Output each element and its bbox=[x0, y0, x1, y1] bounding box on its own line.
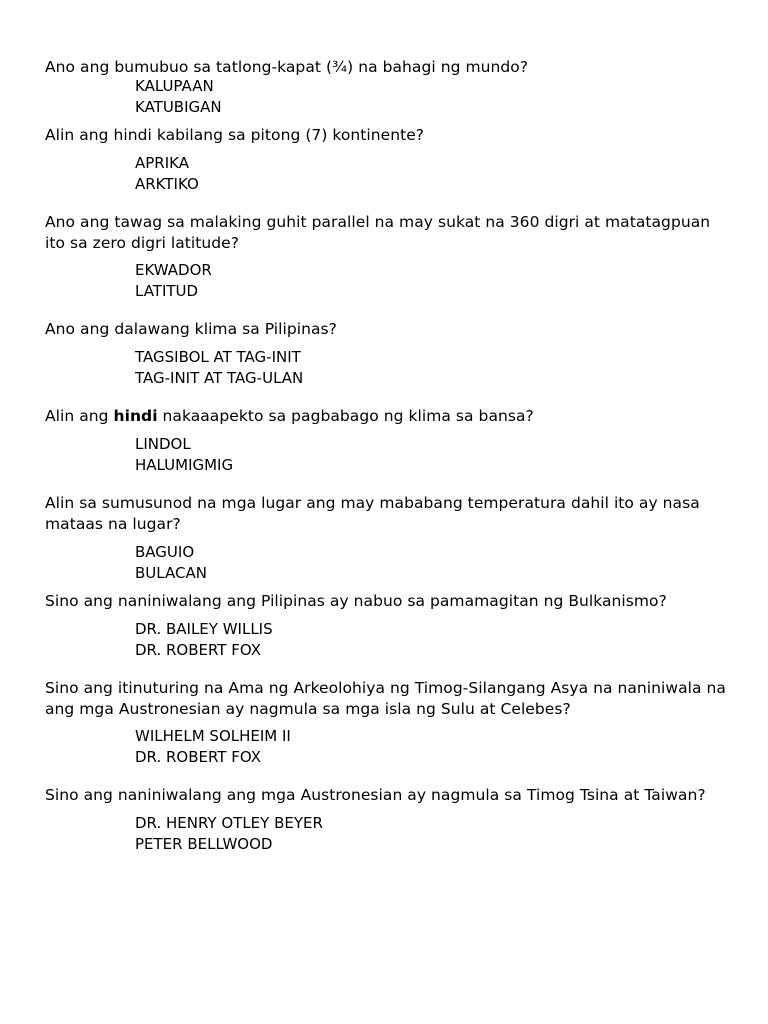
option-8b: DR. ROBERT FOX bbox=[135, 747, 261, 766]
question-2: Alin ang hindi kabilang sa pitong (7) kontinente? bbox=[45, 126, 425, 144]
option-7a: DR. BAILEY WILLIS bbox=[135, 620, 273, 638]
question-4: Ano ang dalawang klima sa Pilipinas? bbox=[45, 320, 337, 338]
question-5 bbox=[45, 406, 735, 427]
question-4-options bbox=[135, 347, 635, 388]
option-4b: TAG-INIT AT TAG-ULAN bbox=[135, 368, 304, 387]
question-3: Ano ang tawag sa malaking guhit parallel na may sukat na 360 digri at matatagpuan ito sa zero digri latitude? bbox=[45, 213, 711, 252]
question-9-options bbox=[135, 813, 635, 854]
question-1-options bbox=[135, 76, 635, 117]
option-1a: KALUPAAN bbox=[135, 77, 214, 95]
option-5a: LINDOL bbox=[135, 435, 191, 453]
question-9: Sino ang naniniwalang ang mga Austronesian ay nagmula sa Timog Tsina at Taiwan? bbox=[45, 786, 706, 804]
question-5-text-before: Alin ang bbox=[45, 407, 114, 425]
option-2a: APRIKA bbox=[135, 154, 189, 172]
option-4a: TAGSIBOL AT TAG-INIT bbox=[135, 348, 301, 366]
question-8: Sino ang itinuturing na Ama ng Arkeolohiya ng Timog-Silangang Asya na naniniwala na ang mga Austronesian ay nagmula sa mga isla ng Sulu at Celebes? bbox=[45, 679, 726, 718]
question-5-bold-word: hindi bbox=[113, 407, 158, 425]
option-6b: BULACAN bbox=[135, 563, 207, 582]
question-7: Sino ang naniniwalang ang Pilipinas ay nabuo sa pamamagitan ng Bulkanismo? bbox=[45, 592, 667, 610]
option-1b: KATUBIGAN bbox=[135, 97, 222, 116]
question-7-options bbox=[135, 619, 635, 660]
option-9b: PETER BELLWOOD bbox=[135, 834, 273, 853]
question-5-text-after: nakaaapekto sa pagbabago ng klima sa bansa? bbox=[157, 407, 534, 425]
option-9a: DR. HENRY OTLEY BEYER bbox=[135, 814, 323, 832]
question-5-options bbox=[135, 434, 635, 475]
question-1: Ano ang bumubuo sa tatlong-kapat (¾) na bahagi ng mundo? bbox=[45, 58, 529, 76]
option-8a: WILHELM SOLHEIM II bbox=[135, 727, 291, 745]
option-6a: BAGUIO bbox=[135, 543, 195, 561]
option-7b: DR. ROBERT FOX bbox=[135, 640, 261, 659]
option-2b: ARKTIKO bbox=[135, 174, 199, 193]
option-5b: HALUMIGMIG bbox=[135, 455, 234, 474]
option-3b: LATITUD bbox=[135, 281, 199, 300]
option-3a: EKWADOR bbox=[135, 261, 212, 279]
question-8-options bbox=[135, 726, 635, 767]
question-2-options bbox=[135, 153, 635, 194]
question-6-options bbox=[135, 542, 635, 583]
question-3-options bbox=[135, 260, 635, 301]
question-6: Alin sa sumusunod na mga lugar ang may mababang temperatura dahil ito ay nasa mataas na lugar? bbox=[45, 494, 700, 533]
